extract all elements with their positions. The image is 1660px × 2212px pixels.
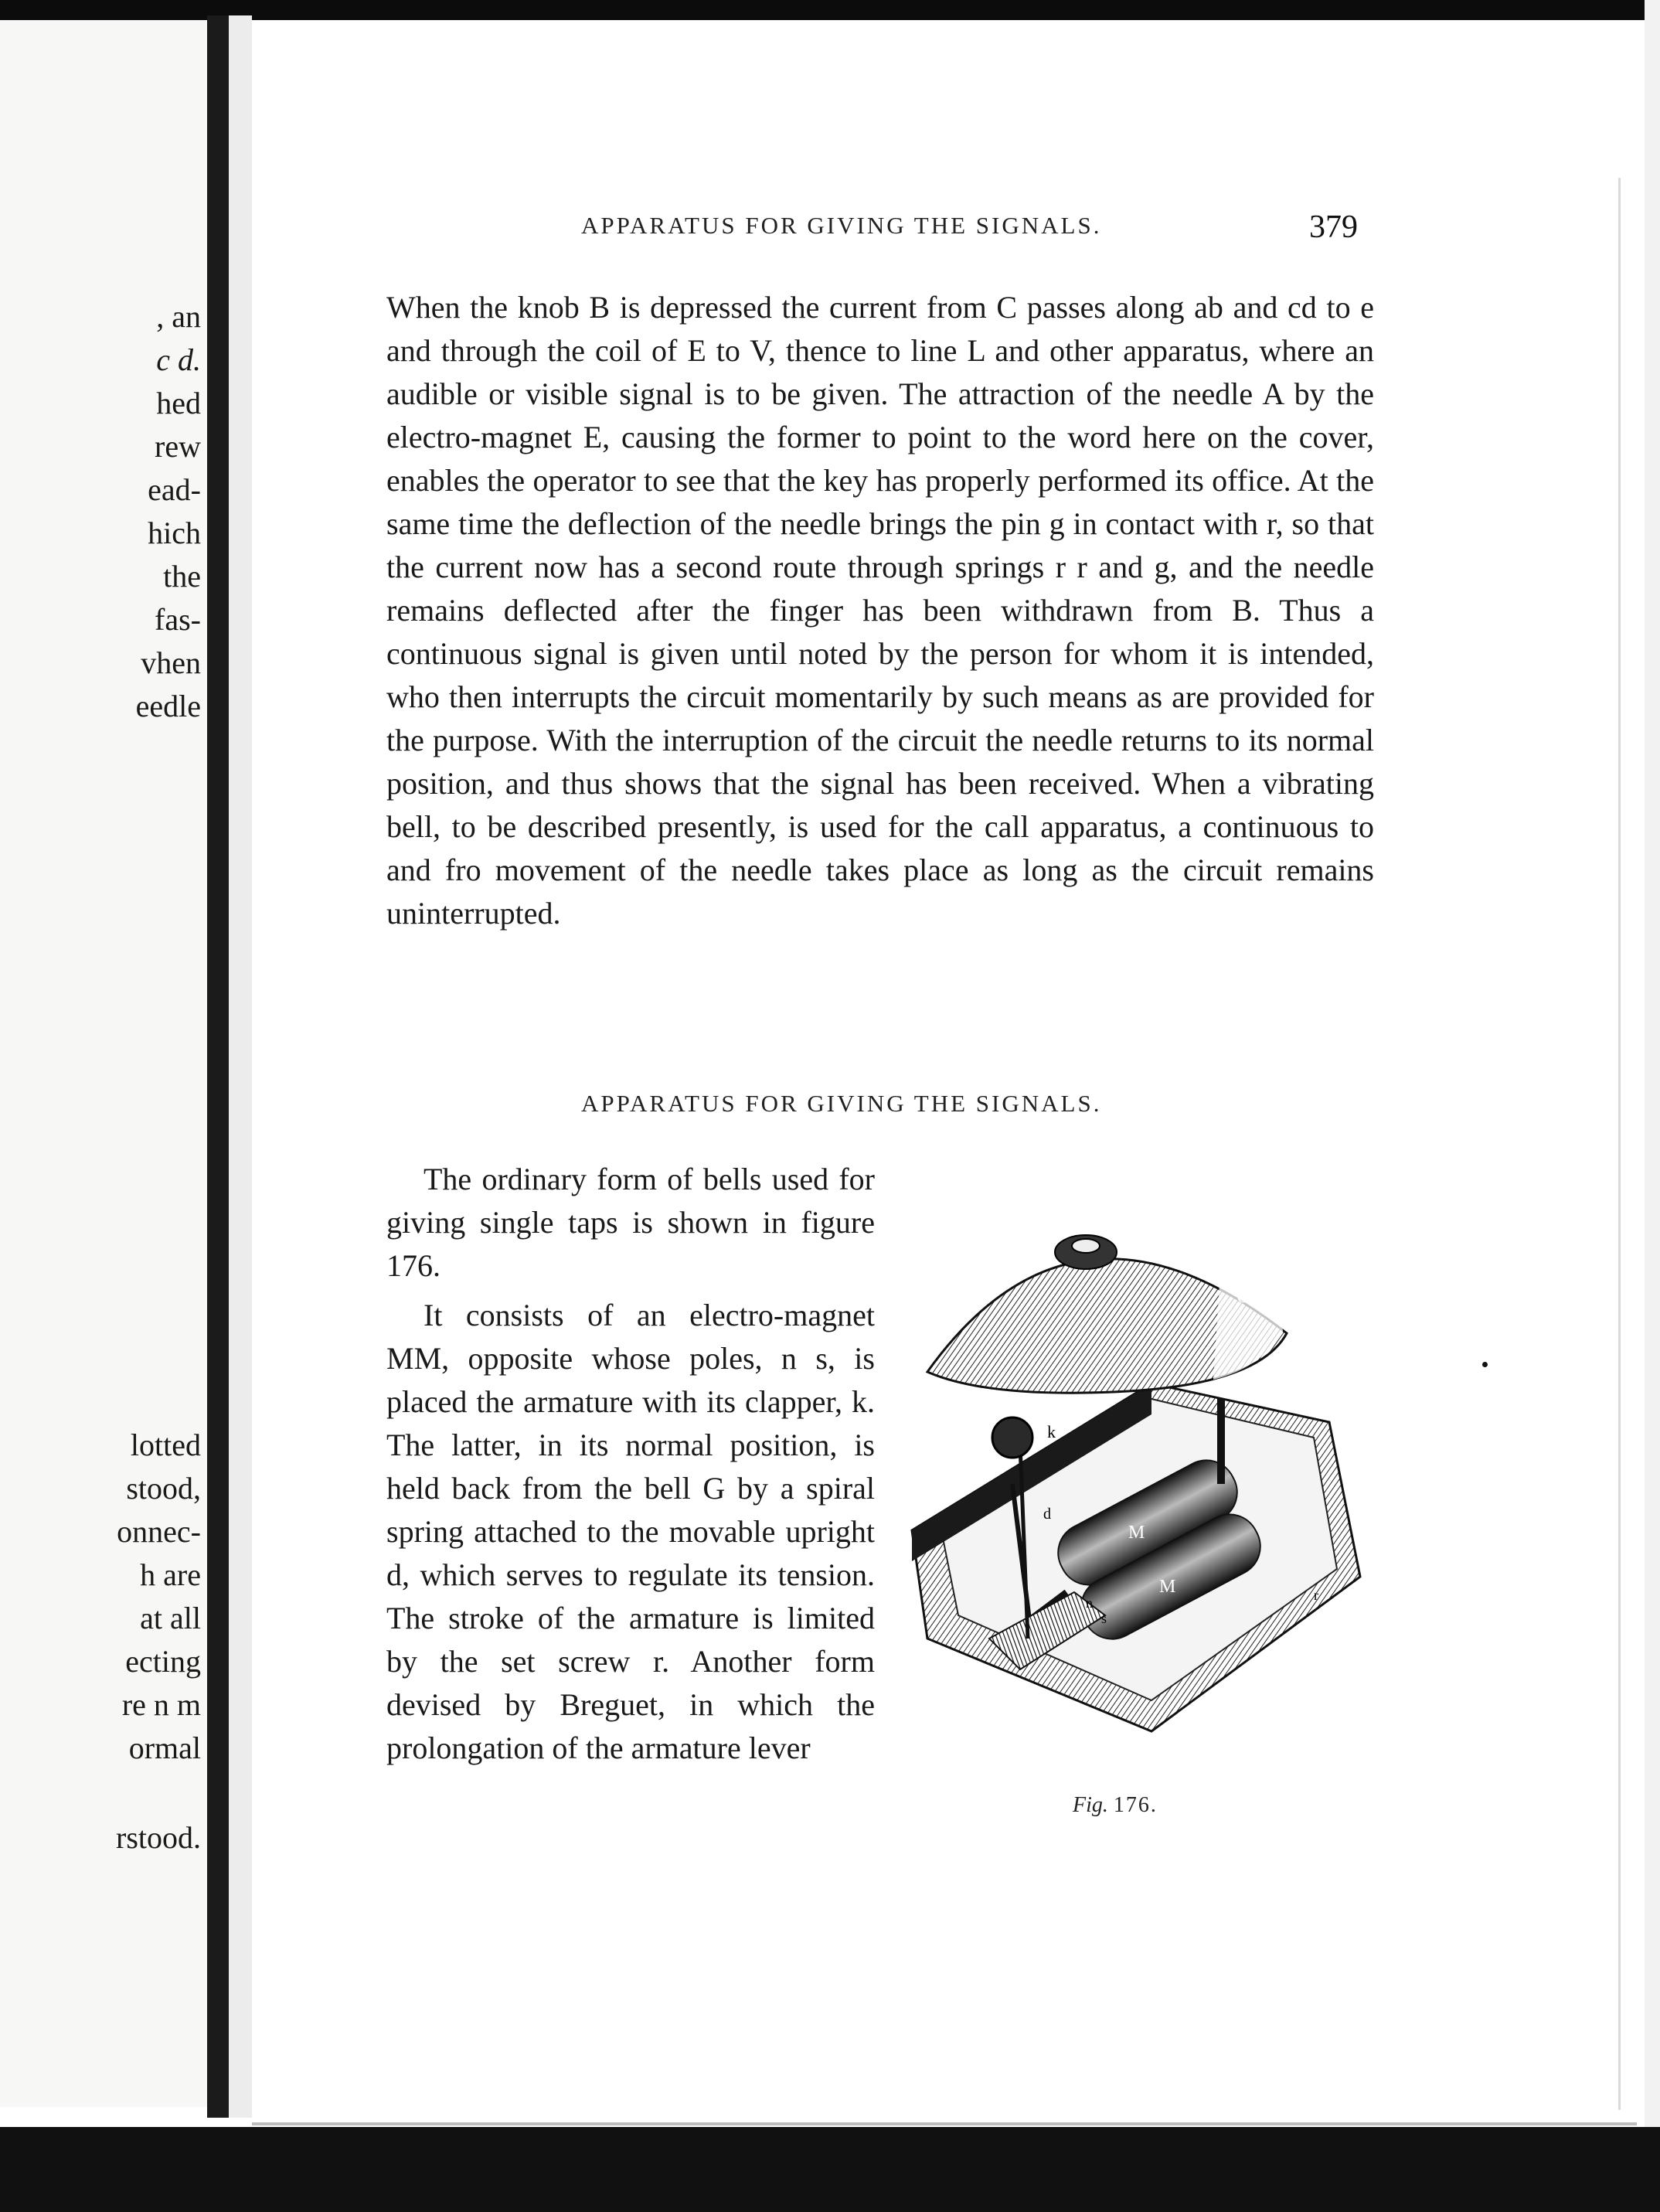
left-page-line-fragment: onnec- [117, 1514, 201, 1549]
body-paragraph: When the knob B is depressed the current from C passes along ab and cd to e and through the coil of E to V, thence to line L and other apparatus, where an audible or visible signal is to be given. The attraction of the needle A by the electro-magnet E, causing the former to point to the word here on the cover, enables the operator to see that the key has properly performed its office. At the same time the deflection of the needle brings the pin g in contact with r, so that the current now has a second route through springs r r and g, and the needle remains deflected after the finger has been withdrawn from B. Thus a continuous signal is given until noted by the person for whom it is intended, who then interrupts the circuit momentarily by such means as are provided for the purpose. With the interruption of the circuit the needle returns to its normal position, and thus shows that the signal has been received. When a vibrating bell, to be described presently, is used for the call apparatus, a continuous to and fro movement of the needle takes place as long as the circuit remains uninterrupted. [386, 290, 1374, 931]
bell-apparatus-figure [896, 1206, 1376, 1747]
left-page-line-fragment: rstood. [116, 1820, 201, 1855]
left-page-line-fragment: lotted [130, 1428, 201, 1462]
bell-nut-top [1072, 1239, 1100, 1253]
label-screw-r: r [1314, 1588, 1318, 1603]
left-page-line-fragment: , an [156, 299, 201, 334]
label-pole-s: s [1101, 1611, 1107, 1626]
left-page-line-fragment: re n m [121, 1687, 201, 1722]
caption-number: 176. [1113, 1793, 1158, 1817]
gutter-shadow [229, 15, 252, 2118]
left-page-line-fragment: hed [156, 386, 201, 420]
scan-border-bottom [0, 2127, 1660, 2212]
column-paragraph-2: It consists of an electro-magnet MM, opposite whose poles, n s, is placed the armature with its clapper, k. The latter, in its normal position, is held back from the bell G by a spiral spring attached to the movable upright d, which serves to regulate its tension. The stroke of the armature is limited by the set screw r. Another form devised by Breguet, in which the prolongation of the armature lever [386, 1298, 875, 1765]
scan-speck [1482, 1362, 1488, 1367]
left-page-line-fragment: eedle [135, 689, 201, 723]
column-text [386, 1158, 875, 1770]
page-number: 379 [1309, 209, 1358, 245]
left-page-line-fragment: ead- [148, 472, 201, 507]
left-page-line-fragment: rew [155, 429, 201, 464]
running-head: APPARATUS FOR GIVING THE SIGNALS. [581, 212, 1102, 239]
label-clapper-k: k [1047, 1422, 1056, 1441]
left-page-line-fragment: the [163, 559, 201, 594]
left-page-line-fragment: vhen [141, 645, 201, 680]
page-edge-line [1618, 178, 1621, 2110]
left-page-line-fragment: c d. [156, 342, 201, 377]
left-facing-page [0, 20, 207, 2107]
label-magnet-top: M [1128, 1523, 1145, 1543]
label-upright-d: d [1043, 1506, 1051, 1523]
left-page-line-fragment: ecting [125, 1644, 201, 1679]
left-page-line-fragment: fas- [155, 602, 201, 637]
section-heading: APPARATUS FOR GIVING THE SIGNALS. [581, 1090, 1102, 1117]
left-page-line-fragment: hich [148, 516, 201, 550]
left-page-line-fragment: h are [140, 1557, 201, 1592]
label-bell-g: G [1236, 1285, 1251, 1307]
figure-caption [1073, 1793, 1158, 1818]
left-page-line-fragment: stood, [126, 1471, 201, 1506]
book-binding-gutter [207, 15, 229, 2118]
caption-label: Fig. [1073, 1793, 1108, 1817]
bell-highlight [1213, 1260, 1283, 1380]
scan-border-right [1645, 0, 1660, 2212]
column-paragraph-1: The ordinary form of bells used for giving single taps is shown in figure 176. [386, 1162, 875, 1283]
label-magnet-bottom: M [1159, 1577, 1176, 1597]
label-pole-n: n [1086, 1595, 1093, 1611]
clapper-ball [992, 1417, 1032, 1458]
left-page-line-fragment: at all [140, 1601, 201, 1635]
left-page-line-fragment: ormal [128, 1730, 201, 1765]
